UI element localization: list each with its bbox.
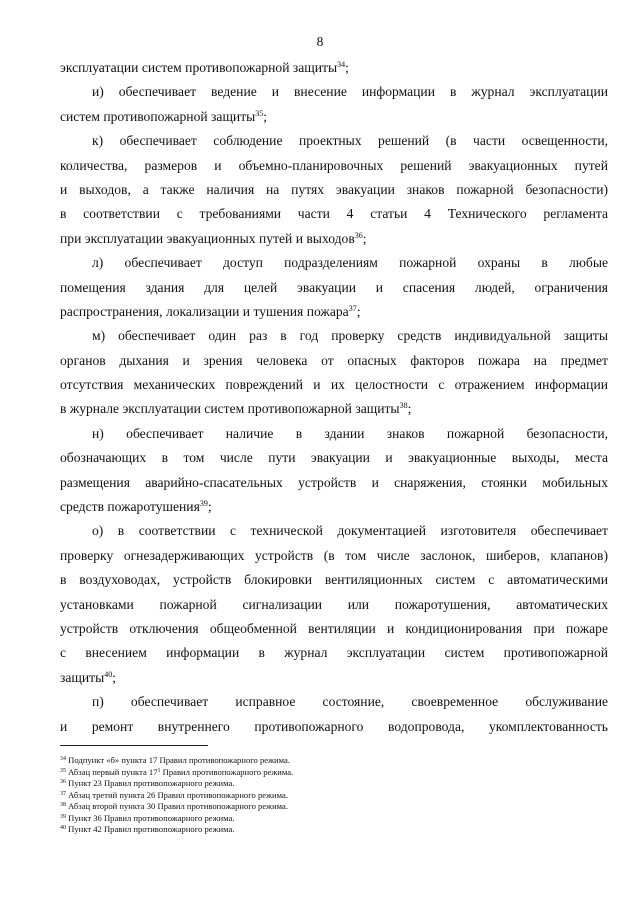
text-line: органов дыхания и зрения человека от опасных факторов пожара на предмет	[60, 352, 608, 368]
text-line: и) обеспечивает ведение и внесение информации в журнал эксплуатации	[92, 84, 608, 100]
footnote: $^{37}$ Абзац третий пункта 26 Правил противопожарного режима.	[60, 789, 288, 800]
text-line: отсутствия механических повреждений и их целостности с отражением информации	[60, 377, 608, 393]
text-line: средств пожаротушения$^{39}$;	[60, 499, 212, 515]
text-line: помещения здания для целей эвакуации и спасения людей, ограничения	[60, 279, 608, 295]
text-line: эксплуатации систем противопожарной защиты$^{34}$;	[60, 60, 349, 75]
text-line: и ремонт внутреннего противопожарного водопровода, укомплектованность	[60, 718, 608, 734]
text-line: п) обеспечивает исправное состояние, своевременное обслуживание	[92, 694, 608, 710]
text-line: устройств отключения общеобменной вентиляции и кондиционирования при пожаре	[60, 620, 608, 636]
footnote-separator	[60, 745, 208, 746]
footnote: $^{36}$ Пункт 23 Правил противопожарного режима.	[60, 778, 235, 788]
text-line: при эксплуатации эвакуационных путей и выходов$^{36}$;	[60, 230, 367, 246]
page-number: 8	[316, 34, 324, 49]
text-line: о) в соответствии с технической документацией изготовителя обеспечивает	[92, 523, 608, 539]
text-line: в журнале эксплуатации систем противопожарной защиты$^{38}$;	[60, 401, 412, 417]
text-line: л) обеспечивает доступ подразделениям пожарной охраны в любые	[92, 255, 608, 271]
footnote: $^{39}$ Пункт 36 Правил противопожарного режима.	[60, 812, 235, 823]
footnotes	[60, 755, 460, 836]
text-line: м) обеспечивает один раз в год проверку средств индивидуальной защиты	[92, 328, 608, 344]
text-line: количества, размеров и объемно-планировочных решений эвакуационных путей	[60, 157, 608, 173]
footnote: $^{38}$ Абзац второй пункта 30 Правил противопожарного режима.	[60, 801, 289, 811]
text-line: защиты$^{40}$;	[60, 669, 117, 685]
text-line: в воздуховодах, устройств блокировки вентиляционных систем с автоматическими	[60, 572, 608, 588]
body-text	[60, 56, 608, 739]
text-line: в соответствии с требованиями части 4 статьи 4 Технического регламента	[60, 206, 608, 222]
text-line: размещения аварийно-спасательных устройств и снаряжения, стоянки мобильных	[60, 474, 608, 490]
text-line: с внесением информации в журнал эксплуатации систем противопожарной	[60, 645, 608, 661]
text-line: и выходов, а также наличия на путях эвакуации знаков пожарной безопасности)	[60, 181, 608, 197]
text-line: проверку огнезадерживающих устройств (в том числе заслонок, шиберов, клапанов)	[60, 547, 608, 563]
text-line: к) обеспечивает соблюдение проектных решений (в части освещенности,	[92, 133, 608, 149]
text-line: установками пожарной сигнализации или пожаротушения, автоматических	[60, 596, 608, 612]
text-line: систем противопожарной защиты$^{35}$;	[60, 108, 268, 124]
footnote: $^{34}$ Подпункт «б» пункта 17 Правил противопожарного режима.	[60, 755, 290, 765]
footnote: $^{35}$ Абзац первый пункта $17^1$ Правил противопожарного режима.	[60, 766, 294, 777]
footnote: $^{40}$ Пункт 42 Правил противопожарного режима.	[60, 824, 235, 834]
text-line: обозначающих в том числе пути эвакуации и эвакуационные выходы, места	[60, 450, 608, 466]
text-line: н) обеспечивает наличие в здании знаков пожарной безопасности,	[92, 425, 608, 441]
text-line: распространения, локализации и тушения пожара$^{37}$;	[60, 303, 361, 319]
